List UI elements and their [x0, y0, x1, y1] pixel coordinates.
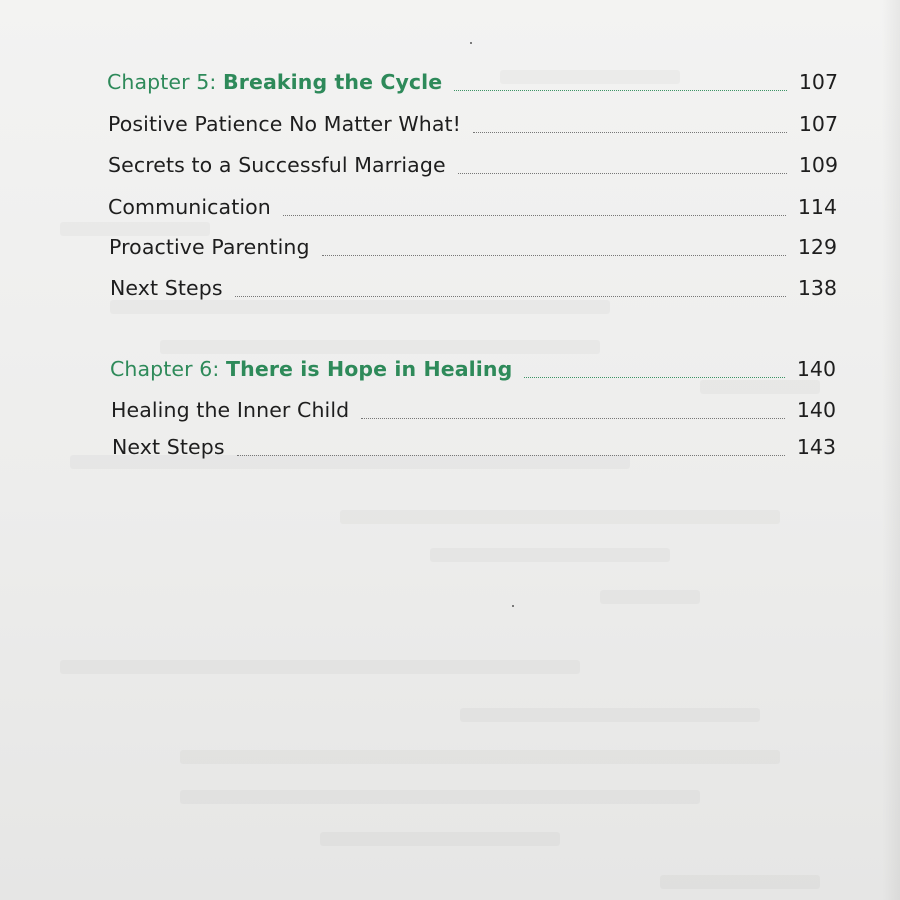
- chapter-5-title: [107, 70, 442, 94]
- toc-entry: [110, 276, 837, 300]
- dot-leader: [524, 377, 784, 378]
- entry-title: Positive Patience No Matter What!: [108, 112, 461, 136]
- paper-speck: [470, 42, 472, 44]
- toc-chapter-6: [110, 357, 836, 381]
- dot-leader: [473, 132, 787, 133]
- entry-title: Next Steps: [112, 435, 225, 459]
- chapter-6-title: [110, 357, 512, 381]
- toc-entry: [108, 153, 838, 177]
- chapter-5-prefix: Chapter 5:: [107, 70, 224, 94]
- toc-entry: [111, 398, 836, 422]
- dot-leader: [361, 418, 785, 419]
- dot-leader: [458, 173, 787, 174]
- dot-leader: [283, 215, 786, 216]
- toc-entry: [108, 112, 838, 136]
- toc-entry: [108, 195, 837, 219]
- toc-entry: [109, 235, 837, 259]
- entry-title: Healing the Inner Child: [111, 398, 350, 422]
- entry-page: 109: [798, 153, 838, 177]
- dot-leader: [237, 455, 785, 456]
- entry-title: Proactive Parenting: [109, 235, 310, 259]
- chapter-5-name: Breaking the Cycle: [223, 70, 443, 94]
- paper-speck: [512, 605, 514, 607]
- toc-chapter-5: [107, 70, 838, 94]
- entry-page: 138: [797, 276, 837, 300]
- entry-title: Secrets to a Successful Marriage: [108, 153, 446, 177]
- entry-title: Next Steps: [110, 276, 223, 300]
- chapter-5-page: 107: [798, 70, 838, 94]
- dot-leader: [454, 90, 787, 91]
- entry-page: 143: [796, 435, 836, 459]
- toc-entry: [112, 435, 836, 459]
- entry-title: Communication: [108, 195, 271, 219]
- chapter-6-page: 140: [796, 357, 836, 381]
- entry-page: 107: [798, 112, 838, 136]
- entry-page: 129: [797, 235, 837, 259]
- chapter-6-name: There is Hope in Healing: [226, 357, 513, 381]
- entry-page: 114: [797, 195, 837, 219]
- entry-page: 140: [796, 398, 836, 422]
- chapter-6-prefix: Chapter 6:: [110, 357, 227, 381]
- dot-leader: [235, 296, 786, 297]
- dot-leader: [322, 255, 786, 256]
